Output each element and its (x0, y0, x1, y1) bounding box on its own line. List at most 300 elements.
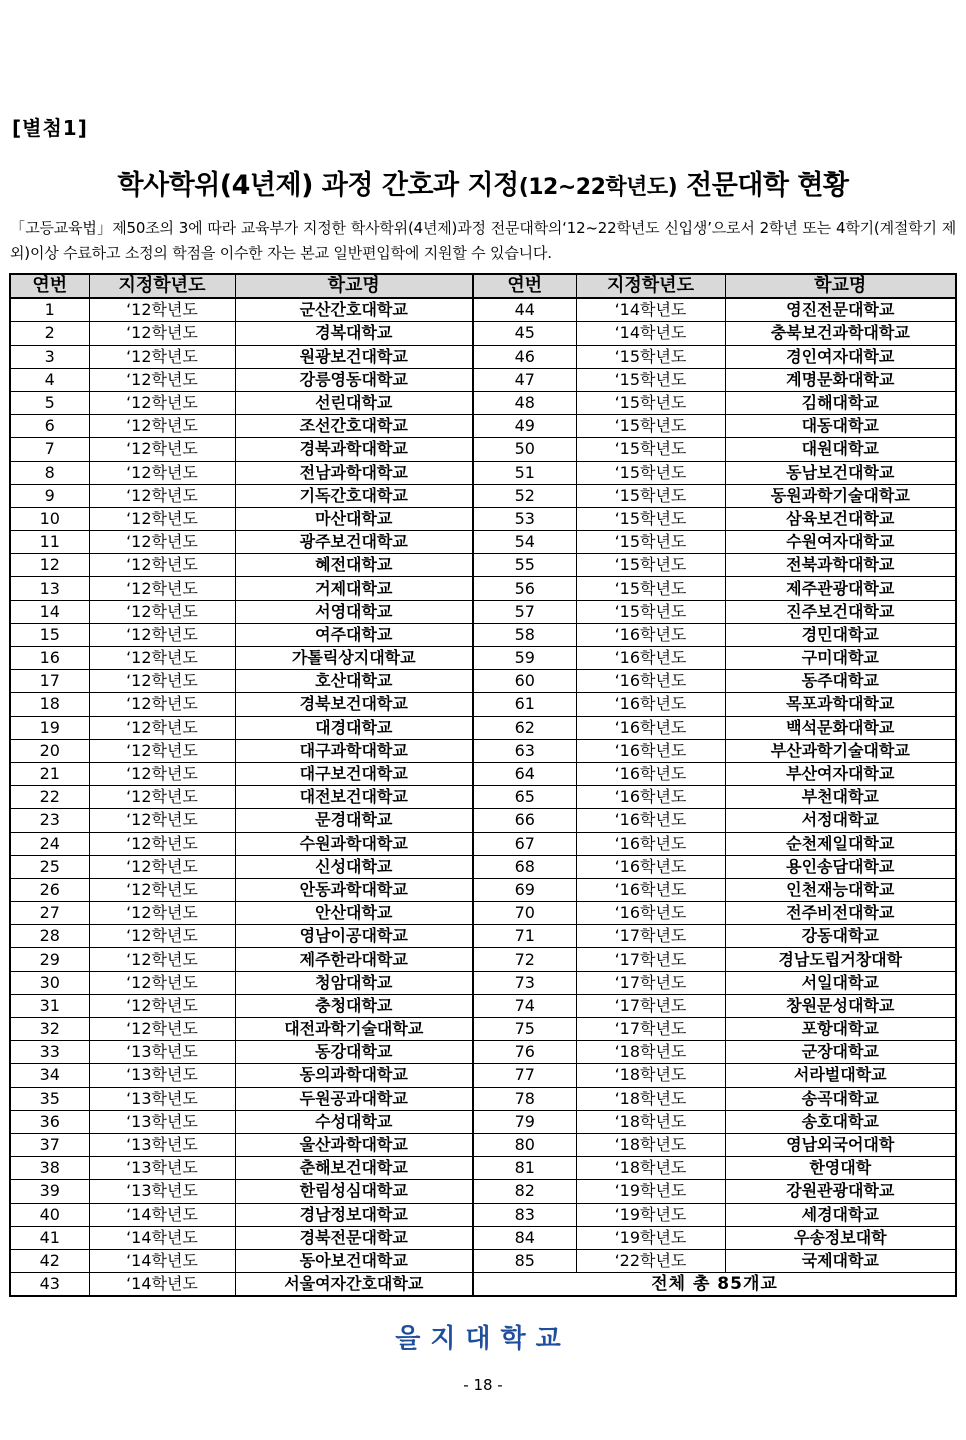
school-name-cell: 충청대학교 (235, 994, 473, 1017)
row-number: 85 (473, 1249, 576, 1272)
row-number: 22 (10, 786, 89, 809)
row-number: 45 (473, 322, 576, 345)
designation-year: ‘19학년도 (576, 1226, 725, 1249)
header-year-right: 지정학년도 (576, 274, 725, 298)
designation-year: ‘12학년도 (89, 577, 235, 600)
row-number: 2 (10, 322, 89, 345)
designation-year: ‘12학년도 (89, 855, 235, 878)
school-name-cell: 전북과학대학교 (725, 554, 956, 577)
row-number: 3 (10, 345, 89, 368)
row-number: 13 (10, 577, 89, 600)
school-name-cell: 충북보건과학대학교 (725, 322, 956, 345)
school-name-cell: 진주보건대학교 (725, 600, 956, 623)
row-number: 71 (473, 925, 576, 948)
school-name-cell: 인천재능대학교 (725, 878, 956, 901)
designation-year: ‘15학년도 (576, 438, 725, 461)
row-number: 23 (10, 809, 89, 832)
school-name-cell: 영남외국어대학 (725, 1133, 956, 1156)
school-name-cell: 동남보건대학교 (725, 461, 956, 484)
table-row (10, 1018, 956, 1041)
row-number: 59 (473, 647, 576, 670)
row-number: 57 (473, 600, 576, 623)
school-name-cell: 부산과학기술대학교 (725, 739, 956, 762)
school-name-cell: 경인여자대학교 (725, 345, 956, 368)
row-number: 72 (473, 948, 576, 971)
school-name-cell: 서라벌대학교 (725, 1064, 956, 1087)
school-name-cell: 경남도립거창대학 (725, 948, 956, 971)
table-row (10, 554, 956, 577)
school-name-cell: 백석문화대학교 (725, 716, 956, 739)
table-row (10, 1249, 956, 1272)
school-name-cell: 군산간호대학교 (235, 298, 473, 322)
school-name-cell: 군장대학교 (725, 1041, 956, 1064)
designation-year: ‘13학년도 (89, 1180, 235, 1203)
row-number: 54 (473, 531, 576, 554)
school-name-cell: 광주보건대학교 (235, 531, 473, 554)
row-number: 6 (10, 415, 89, 438)
designation-year: ‘16학년도 (576, 693, 725, 716)
title-years: (12~22학년도) (518, 175, 678, 200)
designation-year: ‘14학년도 (576, 322, 725, 345)
school-name-cell: 용인송담대학교 (725, 855, 956, 878)
designation-year: ‘14학년도 (89, 1273, 235, 1297)
designation-year: ‘12학년도 (89, 878, 235, 901)
table-row (10, 1273, 956, 1297)
designation-year: ‘16학년도 (576, 647, 725, 670)
row-number: 75 (473, 1018, 576, 1041)
school-name-cell: 동아보건대학교 (235, 1249, 473, 1272)
table-row (10, 832, 956, 855)
row-number: 60 (473, 670, 576, 693)
school-name-cell: 송호대학교 (725, 1110, 956, 1133)
school-name-cell: 마산대학교 (235, 507, 473, 530)
row-number: 65 (473, 786, 576, 809)
designation-year: ‘16학년도 (576, 832, 725, 855)
designation-year: ‘18학년도 (576, 1064, 725, 1087)
school-name-cell: 부천대학교 (725, 786, 956, 809)
designation-year: ‘12학년도 (89, 345, 235, 368)
school-name-cell: 여주대학교 (235, 623, 473, 646)
school-name-cell: 서영대학교 (235, 600, 473, 623)
designation-year: ‘12학년도 (89, 600, 235, 623)
designation-year: ‘15학년도 (576, 461, 725, 484)
designation-year: ‘14학년도 (576, 298, 725, 322)
designation-year: ‘15학년도 (576, 345, 725, 368)
row-number: 32 (10, 1018, 89, 1041)
row-number: 29 (10, 948, 89, 971)
row-number: 40 (10, 1203, 89, 1226)
designation-year: ‘12학년도 (89, 507, 235, 530)
row-number: 41 (10, 1226, 89, 1249)
school-name-cell: 수성대학교 (235, 1110, 473, 1133)
table-row (10, 507, 956, 530)
school-name-cell: 동주대학교 (725, 670, 956, 693)
table-row (10, 878, 956, 901)
row-number: 20 (10, 739, 89, 762)
table-row (10, 855, 956, 878)
table-row (10, 809, 956, 832)
designation-year: ‘12학년도 (89, 1018, 235, 1041)
school-name-cell: 창원문성대학교 (725, 994, 956, 1017)
row-number: 56 (473, 577, 576, 600)
designation-year: ‘13학년도 (89, 1064, 235, 1087)
row-number: 63 (473, 739, 576, 762)
designation-year: ‘12학년도 (89, 623, 235, 646)
school-name-cell: 수원과학대학교 (235, 832, 473, 855)
designation-year: ‘13학년도 (89, 1157, 235, 1180)
school-name-cell: 대원대학교 (725, 438, 956, 461)
designation-year: ‘12학년도 (89, 832, 235, 855)
table-row (10, 786, 956, 809)
school-name-cell: 경복대학교 (235, 322, 473, 345)
table-row (10, 1180, 956, 1203)
designation-year: ‘12학년도 (89, 554, 235, 577)
designation-year: ‘19학년도 (576, 1203, 725, 1226)
designation-year: ‘15학년도 (576, 577, 725, 600)
designation-year: ‘16학년도 (576, 623, 725, 646)
school-name-cell: 조선간호대학교 (235, 415, 473, 438)
row-number: 64 (473, 762, 576, 785)
designation-year: ‘16학년도 (576, 855, 725, 878)
designation-year: ‘14학년도 (89, 1249, 235, 1272)
table-row (10, 902, 956, 925)
table-row (10, 762, 956, 785)
school-name-cell: 전남과학대학교 (235, 461, 473, 484)
row-number: 61 (473, 693, 576, 716)
attachment-label: [별첨1] (12, 116, 88, 140)
row-number: 7 (10, 438, 89, 461)
designation-year: ‘13학년도 (89, 1110, 235, 1133)
designation-year: ‘14학년도 (89, 1203, 235, 1226)
row-number: 34 (10, 1064, 89, 1087)
row-number: 1 (10, 298, 89, 322)
designation-year: ‘12학년도 (89, 739, 235, 762)
table-row (10, 577, 956, 600)
designation-year: ‘22학년도 (576, 1249, 725, 1272)
school-name-cell: 부산여자대학교 (725, 762, 956, 785)
designation-year: ‘17학년도 (576, 971, 725, 994)
school-name-cell: 강동대학교 (725, 925, 956, 948)
designation-year: ‘18학년도 (576, 1087, 725, 1110)
row-number: 58 (473, 623, 576, 646)
row-number: 35 (10, 1087, 89, 1110)
designation-year: ‘12학년도 (89, 693, 235, 716)
row-number: 62 (473, 716, 576, 739)
row-number: 12 (10, 554, 89, 577)
row-number: 80 (473, 1133, 576, 1156)
title-tail: 전문대학 현황 (686, 170, 849, 201)
designation-year: ‘16학년도 (576, 878, 725, 901)
intro-paragraph: 「고등교육법」제50조의 3에 따라 교육부가 지정한 학사학위(4년제)과정 전문대학의‘12~22학년도 신입생’으로서 2학년 또는 4학기(계절학기 제외)이상 수료하고 소정의 학점을 이수한 자는 본교 일반편입학에 지원할 수 있습니다. (10, 219, 956, 262)
school-name-cell: 세경대학교 (725, 1203, 956, 1226)
row-number: 19 (10, 716, 89, 739)
school-name-cell: 거제대학교 (235, 577, 473, 600)
row-number: 66 (473, 809, 576, 832)
row-number: 27 (10, 902, 89, 925)
designation-year: ‘12학년도 (89, 971, 235, 994)
designation-year: ‘17학년도 (576, 948, 725, 971)
table-row (10, 925, 956, 948)
row-number: 84 (473, 1226, 576, 1249)
designation-year: ‘14학년도 (89, 1226, 235, 1249)
designation-year: ‘18학년도 (576, 1041, 725, 1064)
designation-year: ‘18학년도 (576, 1110, 725, 1133)
designation-year: ‘12학년도 (89, 298, 235, 322)
school-name: 을지대학교 (395, 1324, 571, 1354)
row-number: 68 (473, 855, 576, 878)
row-number: 39 (10, 1180, 89, 1203)
school-name-cell: 수원여자대학교 (725, 531, 956, 554)
row-number: 5 (10, 391, 89, 414)
table-header-row (10, 274, 956, 298)
header-no-right: 연번 (473, 274, 576, 298)
row-number: 31 (10, 994, 89, 1017)
designation-year: ‘13학년도 (89, 1133, 235, 1156)
designation-year: ‘12학년도 (89, 368, 235, 391)
row-number: 42 (10, 1249, 89, 1272)
designation-year: ‘16학년도 (576, 786, 725, 809)
school-name-cell: 경북보건대학교 (235, 693, 473, 716)
row-number: 69 (473, 878, 576, 901)
designation-year: ‘12학년도 (89, 415, 235, 438)
college-table (9, 273, 957, 1297)
row-number: 74 (473, 994, 576, 1017)
school-name-cell: 포항대학교 (725, 1018, 956, 1041)
school-name-cell: 대전과학기술대학교 (235, 1018, 473, 1041)
row-number: 17 (10, 670, 89, 693)
row-number: 70 (473, 902, 576, 925)
header-year-left: 지정학년도 (89, 274, 235, 298)
designation-year: ‘16학년도 (576, 809, 725, 832)
row-number: 30 (10, 971, 89, 994)
school-name-cell: 청암대학교 (235, 971, 473, 994)
school-name-cell: 선린대학교 (235, 391, 473, 414)
table-row (10, 322, 956, 345)
row-number: 46 (473, 345, 576, 368)
table-row (10, 739, 956, 762)
designation-year: ‘15학년도 (576, 600, 725, 623)
table-row (10, 415, 956, 438)
school-name-cell: 울산과학대학교 (235, 1133, 473, 1156)
designation-year: ‘16학년도 (576, 670, 725, 693)
row-number: 77 (473, 1064, 576, 1087)
table-row (10, 1087, 956, 1110)
row-number: 50 (473, 438, 576, 461)
row-number: 4 (10, 368, 89, 391)
row-number: 15 (10, 623, 89, 646)
row-number: 48 (473, 391, 576, 414)
table-row (10, 971, 956, 994)
designation-year: ‘12학년도 (89, 716, 235, 739)
table-row (10, 298, 956, 322)
school-name-cell: 혜전대학교 (235, 554, 473, 577)
school-name-cell: 강릉영동대학교 (235, 368, 473, 391)
table-row (10, 1064, 956, 1087)
table-row (10, 670, 956, 693)
row-number: 81 (473, 1157, 576, 1180)
designation-year: ‘18학년도 (576, 1133, 725, 1156)
school-name-cell: 경민대학교 (725, 623, 956, 646)
row-number: 73 (473, 971, 576, 994)
designation-year: ‘16학년도 (576, 762, 725, 785)
row-number: 11 (10, 531, 89, 554)
row-number: 26 (10, 878, 89, 901)
row-number: 21 (10, 762, 89, 785)
school-name-cell: 경북과학대학교 (235, 438, 473, 461)
table-row (10, 1110, 956, 1133)
row-number: 28 (10, 925, 89, 948)
school-name-cell: 두원공과대학교 (235, 1087, 473, 1110)
designation-year: ‘17학년도 (576, 1018, 725, 1041)
row-number: 76 (473, 1041, 576, 1064)
school-name-cell: 대경대학교 (235, 716, 473, 739)
school-name-cell: 신성대학교 (235, 855, 473, 878)
designation-year: ‘15학년도 (576, 484, 725, 507)
table-row (10, 716, 956, 739)
school-name-cell: 삼육보건대학교 (725, 507, 956, 530)
row-number: 16 (10, 647, 89, 670)
school-name-cell: 영남이공대학교 (235, 925, 473, 948)
row-number: 14 (10, 600, 89, 623)
designation-year: ‘12학년도 (89, 484, 235, 507)
designation-year: ‘12학년도 (89, 786, 235, 809)
school-name-cell: 원광보건대학교 (235, 345, 473, 368)
designation-year: ‘15학년도 (576, 507, 725, 530)
designation-year: ‘16학년도 (576, 902, 725, 925)
table-row (10, 531, 956, 554)
school-name-cell: 한림성심대학교 (235, 1180, 473, 1203)
row-number: 24 (10, 832, 89, 855)
designation-year: ‘15학년도 (576, 415, 725, 438)
title-main: 학사학위(4년제) 과정 간호과 지정 (117, 170, 519, 201)
school-name-cell: 동강대학교 (235, 1041, 473, 1064)
school-name-cell: 대전보건대학교 (235, 786, 473, 809)
table-row (10, 345, 956, 368)
table-row (10, 1157, 956, 1180)
designation-year: ‘12학년도 (89, 902, 235, 925)
designation-year: ‘17학년도 (576, 925, 725, 948)
school-name-cell: 대동대학교 (725, 415, 956, 438)
row-number: 78 (473, 1087, 576, 1110)
school-name-cell: 경북전문대학교 (235, 1226, 473, 1249)
designation-year: ‘15학년도 (576, 554, 725, 577)
school-name-cell: 제주관광대학교 (725, 577, 956, 600)
designation-year: ‘13학년도 (89, 1041, 235, 1064)
page-title (0, 163, 966, 202)
designation-year: ‘12학년도 (89, 461, 235, 484)
designation-year: ‘19학년도 (576, 1180, 725, 1203)
table-row (10, 994, 956, 1017)
table-row (10, 438, 956, 461)
table-row (10, 1133, 956, 1156)
table-row (10, 1041, 956, 1064)
school-name-cell: 김해대학교 (725, 391, 956, 414)
school-name-cell: 우송정보대학 (725, 1226, 956, 1249)
designation-year: ‘12학년도 (89, 322, 235, 345)
school-name-cell: 동원과학기술대학교 (725, 484, 956, 507)
designation-year: ‘12학년도 (89, 948, 235, 971)
row-number: 18 (10, 693, 89, 716)
designation-year: ‘15학년도 (576, 368, 725, 391)
school-name-cell: 문경대학교 (235, 809, 473, 832)
row-number: 52 (473, 484, 576, 507)
school-name-cell: 구미대학교 (725, 647, 956, 670)
school-name-cell: 춘해보건대학교 (235, 1157, 473, 1180)
row-number: 33 (10, 1041, 89, 1064)
table-row (10, 693, 956, 716)
row-number: 43 (10, 1273, 89, 1297)
designation-year: ‘12학년도 (89, 438, 235, 461)
school-name-cell: 순천제일대학교 (725, 832, 956, 855)
school-name-cell: 송곡대학교 (725, 1087, 956, 1110)
designation-year: ‘16학년도 (576, 739, 725, 762)
row-number: 44 (473, 298, 576, 322)
row-number: 9 (10, 484, 89, 507)
total-count: 전체 총 85개교 (473, 1273, 956, 1297)
row-number: 47 (473, 368, 576, 391)
designation-year: ‘18학년도 (576, 1157, 725, 1180)
school-name-cell: 전주비전대학교 (725, 902, 956, 925)
designation-year: ‘12학년도 (89, 809, 235, 832)
school-name-cell: 안동과학대학교 (235, 878, 473, 901)
school-name-cell: 대구과학대학교 (235, 739, 473, 762)
header-school-left: 학교명 (235, 274, 473, 298)
designation-year: ‘15학년도 (576, 391, 725, 414)
row-number: 67 (473, 832, 576, 855)
designation-year: ‘13학년도 (89, 1087, 235, 1110)
row-number: 51 (473, 461, 576, 484)
table-row (10, 600, 956, 623)
table-row (10, 484, 956, 507)
school-name-cell: 국제대학교 (725, 1249, 956, 1272)
designation-year: ‘12학년도 (89, 647, 235, 670)
table-row (10, 461, 956, 484)
row-number: 49 (473, 415, 576, 438)
school-name-cell: 강원관광대학교 (725, 1180, 956, 1203)
designation-year: ‘17학년도 (576, 994, 725, 1017)
school-name-cell: 서울여자간호대학교 (235, 1273, 473, 1297)
school-name-cell: 가톨릭상지대학교 (235, 647, 473, 670)
table-row (10, 1203, 956, 1226)
table-row (10, 1226, 956, 1249)
designation-year: ‘12학년도 (89, 925, 235, 948)
school-name-cell: 제주한라대학교 (235, 948, 473, 971)
designation-year: ‘12학년도 (89, 762, 235, 785)
page-number: - 18 - (463, 1376, 503, 1394)
table-row (10, 647, 956, 670)
school-name-cell: 영진전문대학교 (725, 298, 956, 322)
school-name-cell: 계명문화대학교 (725, 368, 956, 391)
row-number: 55 (473, 554, 576, 577)
table-row (10, 391, 956, 414)
row-number: 8 (10, 461, 89, 484)
header-no-left: 연번 (10, 274, 89, 298)
designation-year: ‘16학년도 (576, 716, 725, 739)
designation-year: ‘12학년도 (89, 994, 235, 1017)
row-number: 53 (473, 507, 576, 530)
school-name-cell: 서일대학교 (725, 971, 956, 994)
row-number: 10 (10, 507, 89, 530)
school-name-cell: 호산대학교 (235, 670, 473, 693)
school-name-cell: 안산대학교 (235, 902, 473, 925)
designation-year: ‘15학년도 (576, 531, 725, 554)
designation-year: ‘12학년도 (89, 670, 235, 693)
table-row (10, 368, 956, 391)
row-number: 38 (10, 1157, 89, 1180)
school-name-cell: 목포과학대학교 (725, 693, 956, 716)
school-name-cell: 동의과학대학교 (235, 1064, 473, 1087)
row-number: 37 (10, 1133, 89, 1156)
